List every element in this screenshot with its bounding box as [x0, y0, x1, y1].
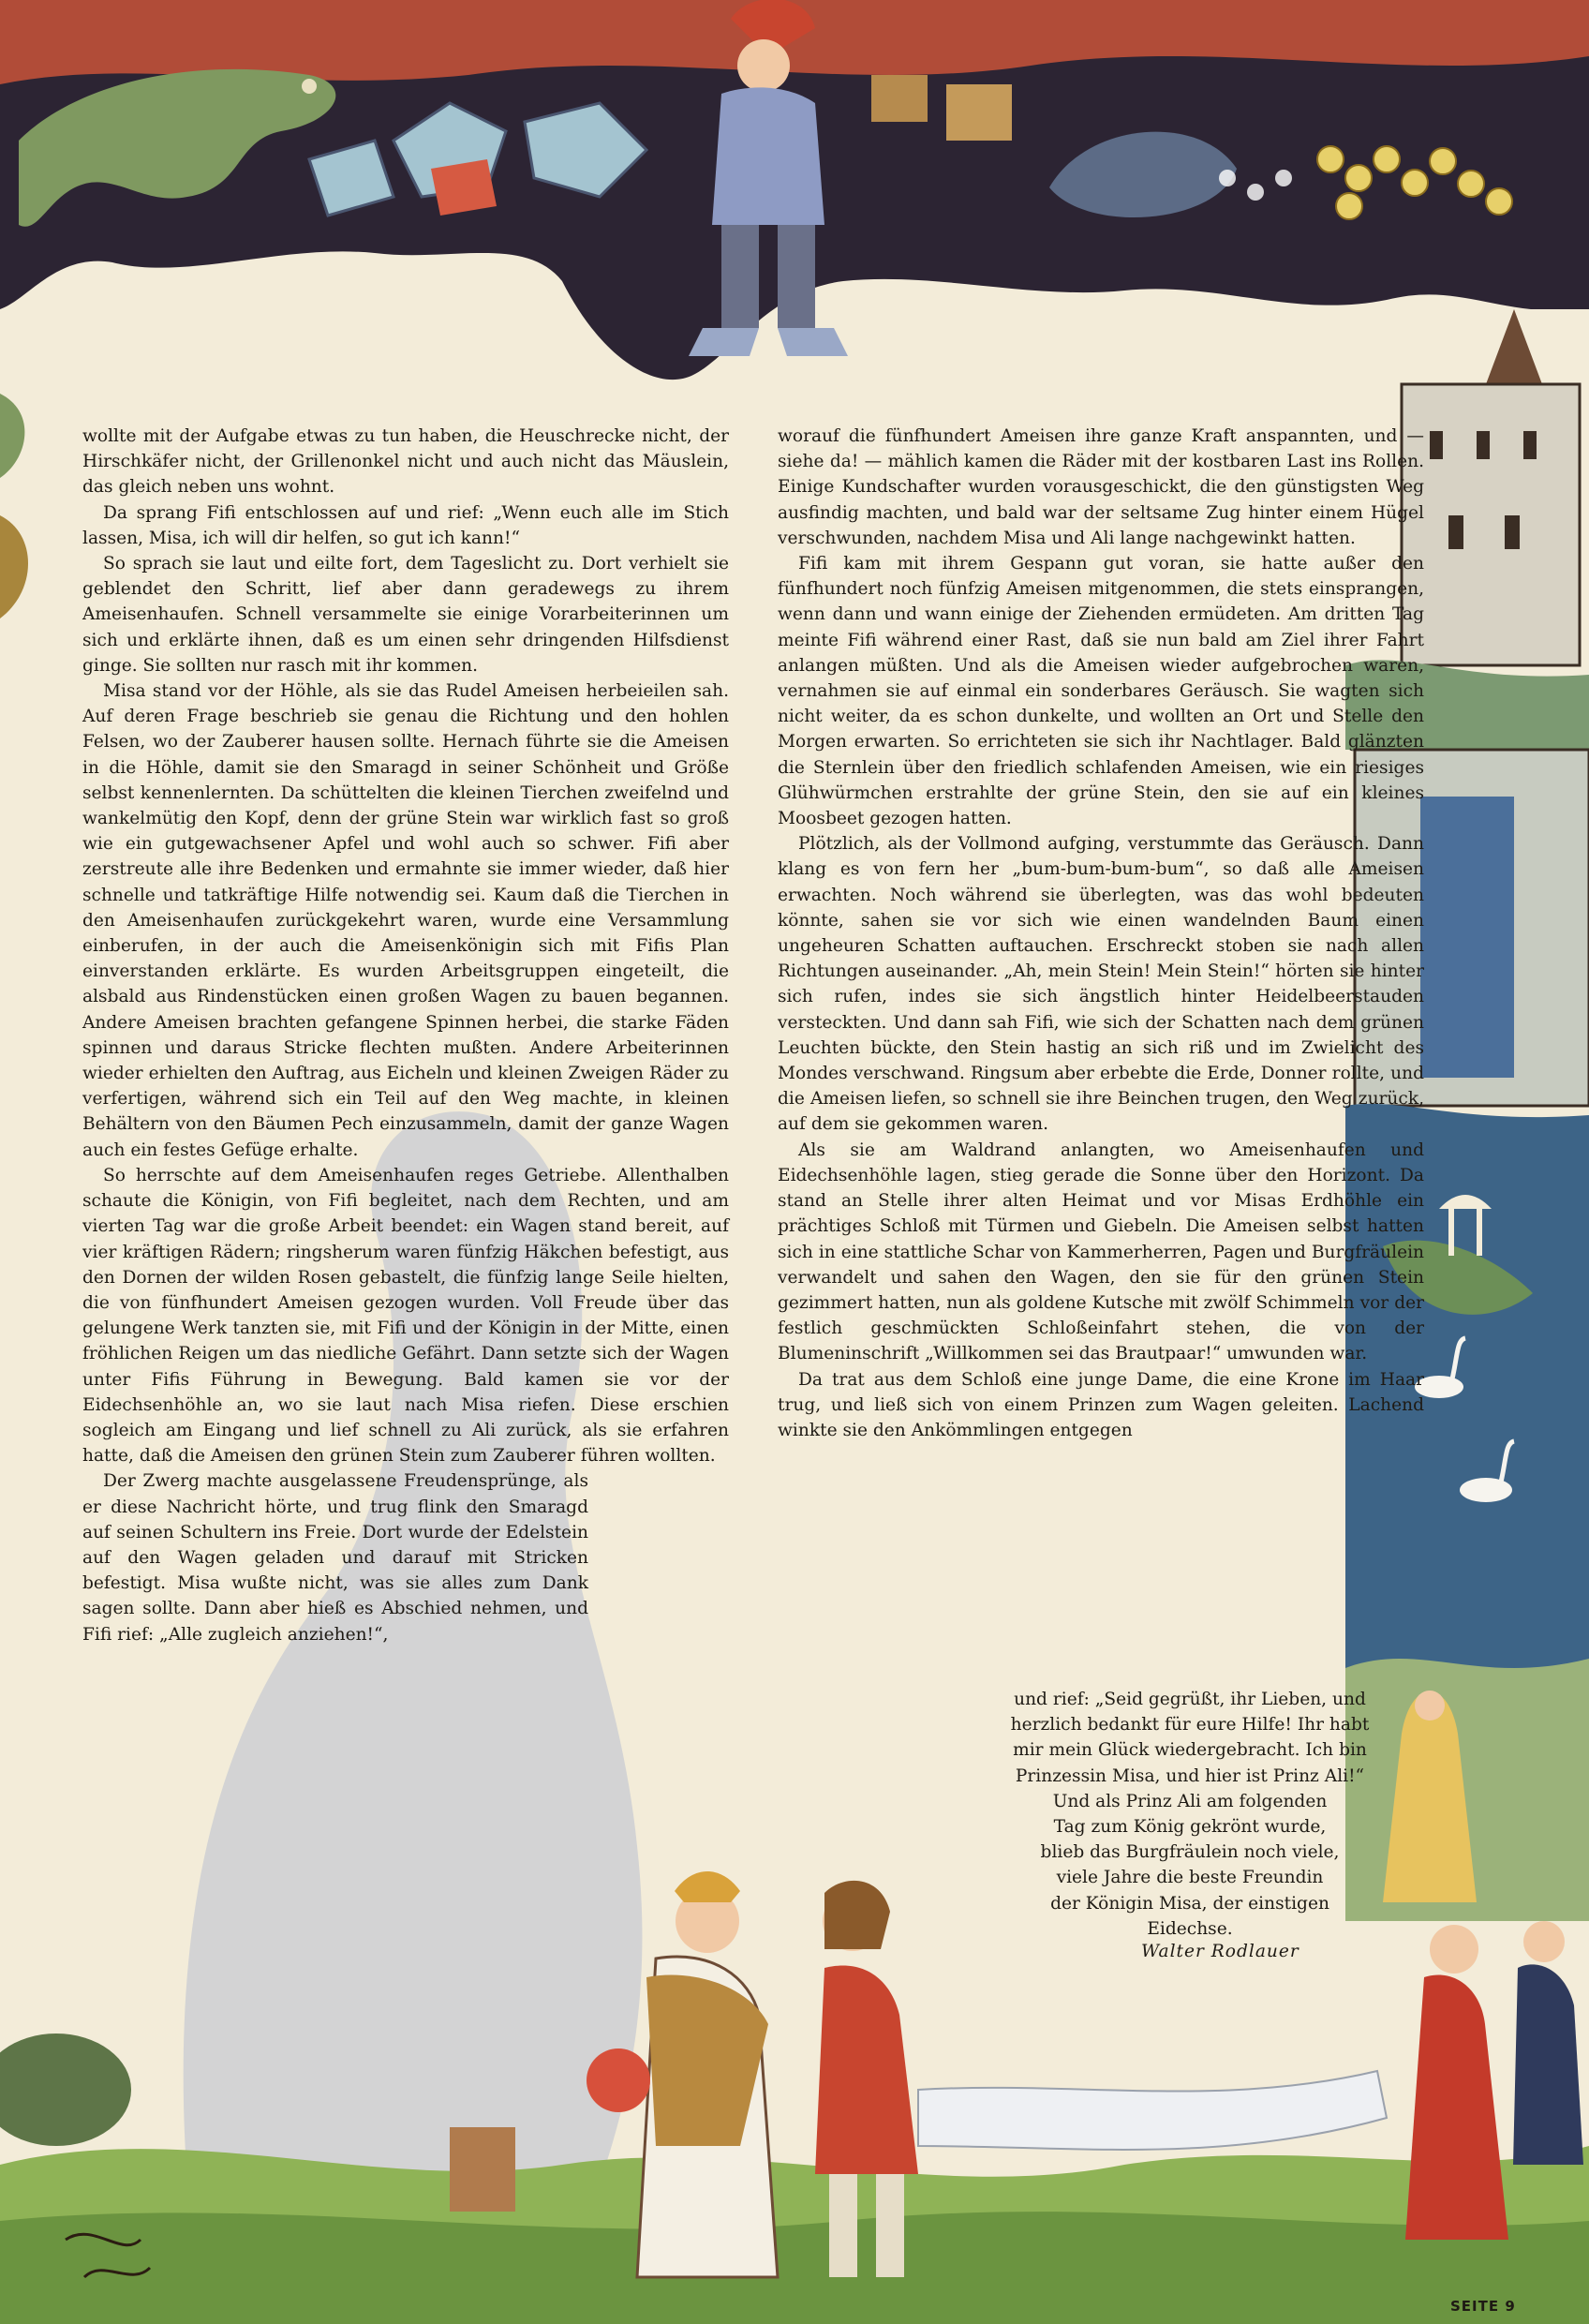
- story-paragraph: wollte mit der Aufgabe etwas zu tun haben, die Heuschrecke nicht, der Hirschkäfer nicht, der Grillenonkel nicht und auch nicht das Mäuslein, das gleich neben uns wohnt.: [82, 426, 729, 498]
- ending-line: Eidechse.: [1147, 1918, 1233, 1939]
- story-paragraph: Misa stand vor der Höhle, als sie das Rudel Ameisen herbeieilen sah. Auf deren Frage beschrieb sie genau die Richtung und den hohlen Felsen, wo der Zauberer hausen sollte. Hernach führte sie die Ameisen in die Höhle, damit sie den Smaragd in seiner Schönheit und Größe selbst kennenlernten. Da schüttelten die kleinen Tierchen zweifelnd und wankelmütig den Kopf, denn der grüne Stein war wirklich fast so groß wie ein gutgewachsener Apfel und wohl auch so schwer. Fifi aber zerstreute alle ihre Bedenken und ermahnte sie immer wieder, daß hier schnelle und tatkräftige Hilfe notwendig sei. Kaum daß die Tierchen in den Ameisenhaufen zurückgekehrt waren, wurde eine Versammlung einberufen, in der auch die Ameisenkönigin sich mit Fifis Plan einverstanden erklärte. Es wurden Arbeitsgruppen eingeteilt, die alsbald aus Rindenstücken einen großen Wagen zu bauen begannen. Andere Ameisen brachten gefangene Spinnen herbei, die starke Fäden spinnen und daraus Stricke flechten mußten. Andere Arbeiterinnen wieder erhielten den Auftrag, aus Eicheln und kleinen Zweigen Räder zu verfertigen, während sich ein Teil auf den Weg machte, in kleinen Behältern von den Bäumen Pech einzusammeln, damit der ganze Wagen auch ein festes Gefüge erhalte.: [82, 681, 729, 1160]
- story-paragraph: So sprach sie laut und eilte fort, dem Tageslicht zu. Dort verhielt sie geblendet den Schritt, lief aber dann geradewegs zu ihrem Ameisenhaufen. Schnell versammelte sie einige Vorarbeiterinnen um sich und erklärte ihnen, daß es um einen sehr dringenden Hilfsdienst ginge. Sie sollten nur rasch mit ihr kommen.: [82, 554, 729, 676]
- story-paragraph: Da trat aus dem Schloß eine junge Dame, die eine Krone im Haar trug, und ließ sich von einem Prinzen zum Wagen geleiten. Lachend winkte sie den Ankömmlingen entgegen: [778, 1369, 1424, 1440]
- story-column-right: [778, 424, 1424, 1443]
- left-edge-foliage-illustration: [0, 375, 56, 712]
- page-number: SEITE 9: [1450, 2298, 1516, 2315]
- ending-line: Und als Prinz Ali am folgenden: [1052, 1791, 1328, 1811]
- ending-line: der Königin Misa, der einstigen: [1050, 1893, 1329, 1914]
- story-paragraph: Da sprang Fifi entschlossen auf und rief: „Wenn euch alle im Stich lassen, Misa, ich will dir helfen, so gut ich kann!“: [82, 502, 729, 548]
- story-paragraph: Fifi kam mit ihrem Gespann gut voran, sie hatte außer den fünfhundert noch fünfzig Ameisen mitgenommen, die stets einsprangen, wenn dann und wann einige der Ziehenden ermüdeten. Am dritten Tag meinte Fifi während einer Rast, daß sie nun bald am Ziel ihrer Fahrt anlangen müßten. Und als die Ameisen wieder aufgebrochen waren, vernahmen sie auf einmal ein sonderbares Geräusch. Sie wagten sich nicht weiter, da es schon dunkelte, und wollten an Ort und Stelle den Morgen erwarten. So errichteten sie sich ihr Nachtlager. Bald glänzten die Sternlein über den friedlich schlafenden Ameisen, wie ein riesiges Glühwürmchen erstrahlte der grüne Stein, den sie auf ein kleines Moosbeet gezogen hatten.: [778, 554, 1424, 829]
- ending-line: Tag zum König gekrönt wurde,: [1053, 1817, 1327, 1838]
- story-paragraph: worauf die fünfhundert Ameisen ihre ganze Kraft anspannten, und — siehe da! — mählich kamen die Räder mit der kostbaren Last ins Rollen. Einige Kundschafter wurden vorausgeschickt, die den günstigsten Weg ausfindig machten, und bald war der seltsame Zug hinter einem Hügel verschwunden, nachdem Misa und Ali lange nachgewinkt hatten.: [778, 426, 1424, 548]
- ending-line: mir mein Glück wiedergebracht. Ich bin: [1013, 1740, 1367, 1761]
- story-paragraph: Der Zwerg machte ausgelassene Freudensprünge, als er diese Nachricht hörte, und trug flink den Smaragd auf seinen Schultern ins Freie. Dort wurde der Edelstein auf den Wagen geladen und darauf mit Stricken befestigt. Misa wußte nicht, was sie alles zum Dank sagen sollte. Dann aber hieß es Abschied nehmen, und Fifi rief: „Alle zugleich anziehen!“,: [82, 1471, 588, 1645]
- story-ending: [1002, 1687, 1377, 1942]
- ending-line: viele Jahre die beste Freundin: [1056, 1868, 1324, 1888]
- story-paragraph: So herrschte auf dem Ameisenhaufen reges Getriebe. Allenthalben schaute die Königin, von Fifi begleitet, nach dem Rechten, und am vierten Tag war die große Arbeit beendet: ein Wagen stand bereit, auf vier kräftigen Rädern; ringsherum waren fünfzig Häkchen befestigt, aus den Dornen der wilden Rosen gebastelt, die fünfzig lange Seile hielten, die von fünfhundert Ameisen gezogen wurden. Voll Freude über das gelungene Werk tanzten sie, mit Fifi und der Königin in der Mitte, einen fröhlichen Reigen um das niedliche Gefährt. Dann setzte sich der Wagen unter Fifis Führung in Bewegung. Bald kamen sie vor der Eidechsenhöhle an, wo sie laut nach Misa riefen. Diese erschien sogleich am Eingang und lief schnell zu Ali zurück, als sie erfahren hatte, daß die Ameisen den grünen Stein zum Zauberer führen wollten.: [82, 1165, 729, 1467]
- ending-line: und rief: „Seid gegrüßt, ihr Lieben, und: [1014, 1690, 1366, 1709]
- story-column-left: [82, 424, 729, 1647]
- author-signature: Walter Rodlauer: [1141, 1942, 1299, 1961]
- ending-line: Prinzessin Misa, und hier ist Prinz Ali!“: [1015, 1765, 1365, 1786]
- story-paragraph: Plötzlich, als der Vollmond aufging, verstummte das Geräusch. Dann klang es von fern her „bum-bum-bum-bum“, so daß alle Ameisen erwachten. Noch während sie überlegten, was das wohl bedeuten könnte, sahen sie vor sich wie einen wandelnden Baum einen ungeheuren Schatten auftauchen. Erschreckt stoben sie nach allen Richtungen auseinander. „Ah, mein Stein! Mein Stein!“ hörten sie hinter sich rufen, indes sie sich ängstlich hinter Heidelbeerstauden versteckten. Und dann sah Fifi, wie sich der Schatten nach dem grünen Leuchten bückte, den Stein hastig an sich riß und im Zwielicht des Mondes verschwand. Ringsum aber erbebte die Erde, Donner rollte, und die Ameisen liefen, so schnell sie ihre Beinchen trugen, den Weg zurück, auf dem sie gekommen waren.: [778, 834, 1424, 1135]
- story-paragraph: Als sie am Waldrand anlangten, wo Ameisenhaufen und Eidechsenhöhle lagen, stieg gerade die Sonne über den Horizont. Da stand an Stelle ihrer alten Heimat und vor Misas Erdhöhle ein prächtiges Schloß mit Türmen und Giebeln. Die Ameisen selbst hatten sich in eine stattliche Schar von Kammerherren, Pagen und Burgfräulein verwandelt und sahen den Wagen, den sie für den grünen Stein gezimmert hatten, nun als goldene Kutsche mit zwölf Schimmeln vor der festlich geschmückten Schloßeinfahrt stehen, die von der Blumeninschrift „Willkommen sei das Brautpaar!“ umwunden war.: [778, 1140, 1424, 1364]
- ending-line: blieb das Burgfräulein noch viele,: [1040, 1842, 1340, 1863]
- ending-line: herzlich bedankt für eure Hilfe! Ihr habt: [1010, 1715, 1370, 1736]
